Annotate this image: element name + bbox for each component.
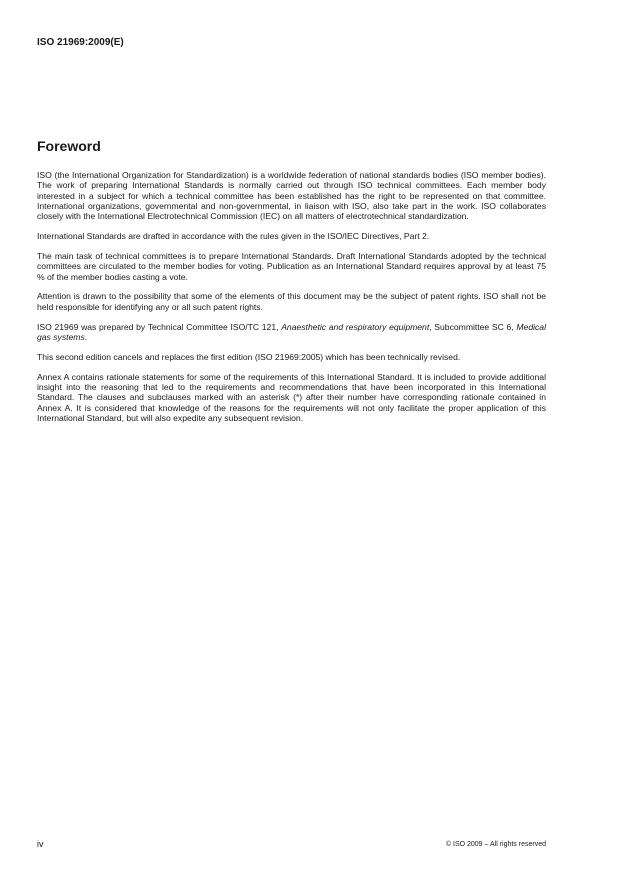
page-number: iv [37, 839, 44, 849]
foreword-body [37, 170, 546, 433]
prepared-by-text-2: , Subcommittee SC 6, [429, 321, 517, 332]
paragraph-prepared-by [37, 322, 546, 343]
committee-title: Anaesthetic and respiratory equipment [281, 321, 430, 332]
paragraph-drafting-rules: International Standards are drafted in accordance with the rules given in the ISO/IEC Directives, Part 2. [37, 231, 430, 242]
paragraph-technical-committees: The main task of technical committees is to prepare International Standards. Draft International Standards adopted by the technical committees are circulated to the member bodies for voting. Publication as an International Standard requires approval by at least 75 % of the member bodies casting a vote. [37, 250, 546, 282]
document-id-header: ISO 21969:2009(E) [37, 37, 124, 48]
paragraph-edition: This second edition cancels and replaces the first edition (ISO 21969:2005) which has been technically revised. [37, 351, 461, 362]
prepared-by-text-1: ISO 21969 was prepared by Technical Committee ISO/TC 121, [37, 321, 282, 332]
paragraph-iso-federation: ISO (the International Organization for Standardization) is a worldwide federation of national standards bodies (ISO member bodies). The work of preparing International Standards is normally carried out through ISO technical committees. Each member body interested in a subject for which a technical committee has been established has the right to be represented on that committee. International organizations, governmental and non-governmental, in liaison with ISO, also take part in the work. ISO collaborates closely with the International Electrotechnical Commission (IEC) on all matters of electrotechnical standardization. [37, 170, 546, 222]
paragraph-annex-a: Annex A contains rationale statements for some of the requirements of this International Standard. It is included to provide additional insight into the reasoning that led to the requirements and recommendations that have been incorporated in this International Standard. The clauses and subclauses marked with an asterisk (*) after their number have corresponding rationale contained in Annex A. It is considered that knowledge of the reasons for the requirements will not only facilitate the proper application of this International Standard, but will also expedite any subsequent revision. [37, 371, 546, 423]
prepared-by-text-3: . [84, 331, 88, 342]
copyright-notice: © ISO 2009 – All rights reserved [445, 841, 546, 848]
paragraph-patent-rights: Attention is drawn to the possibility that some of the elements of this document may be the subject of patent rights. ISO shall not be held responsible for identifying any or all such patent rights. [37, 291, 546, 312]
foreword-title: Foreword [37, 138, 101, 154]
subcommittee-title: Medical gas systems [37, 321, 546, 342]
